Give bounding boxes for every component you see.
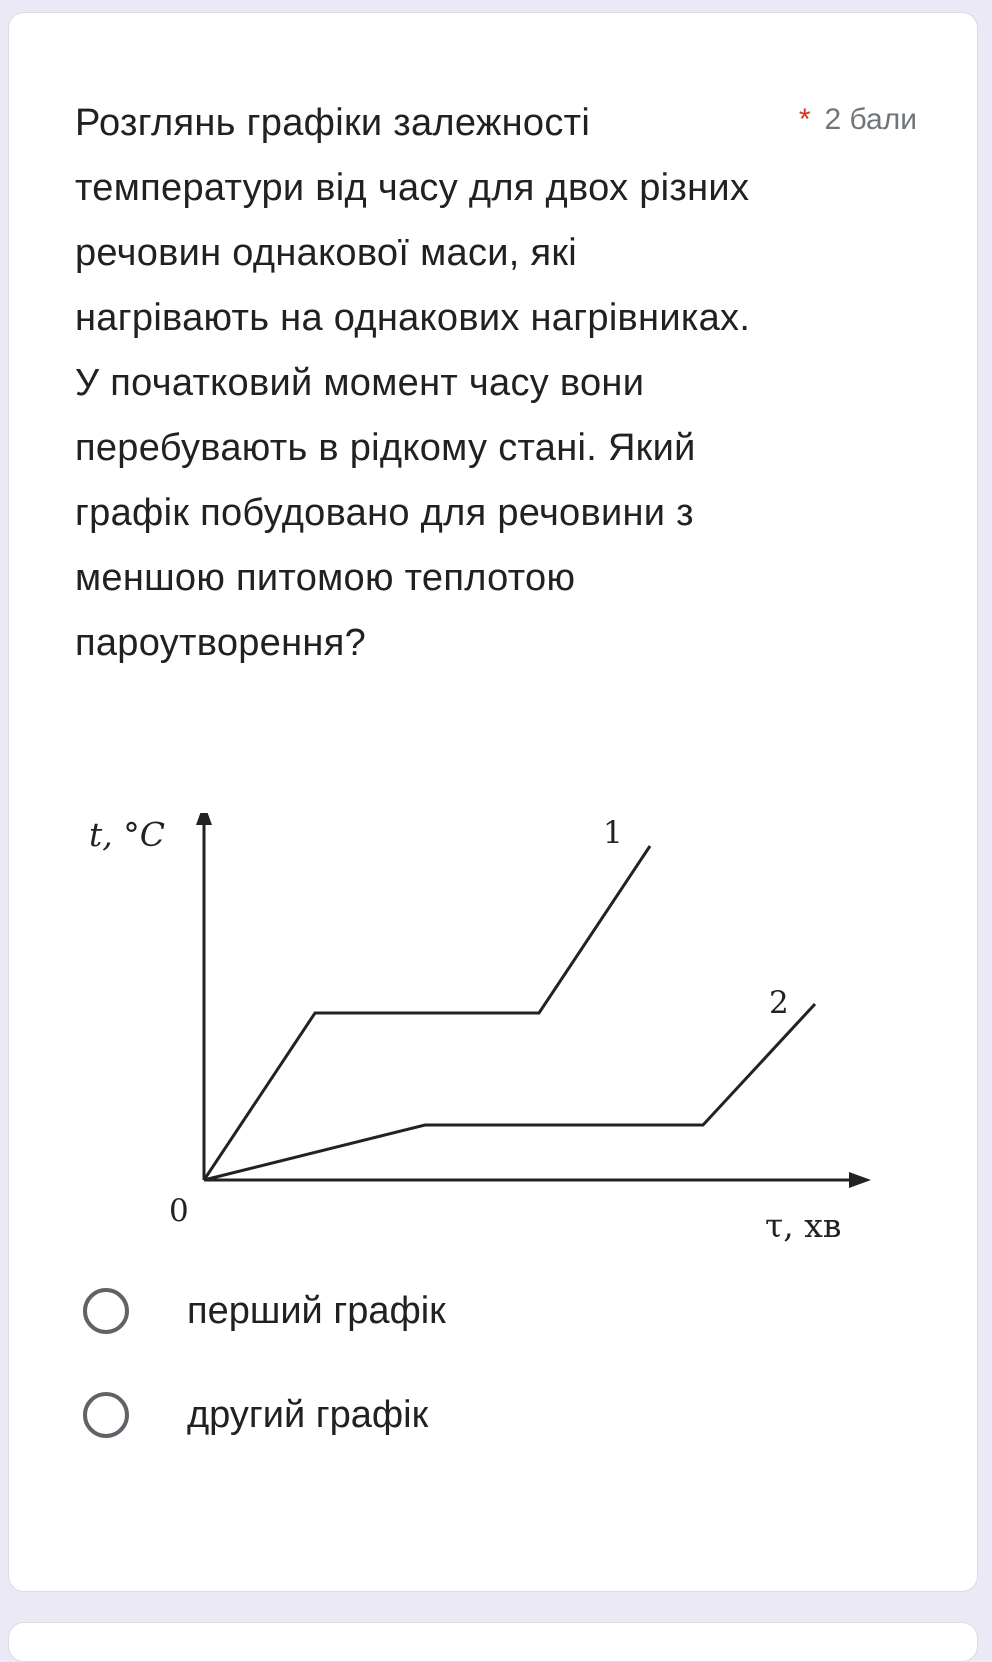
question-text: Розглянь графіки залежності температури від часу для двох різних речовин однакової маси, які нагрівають на однакових нагрівниках. У початковий момент часу вони перебувають в рідкому стані. Який графік побудовано для речовини з меншою питомою теплотою пароутворення? — [75, 102, 751, 664]
y-axis-arrow — [196, 813, 212, 825]
graph-svg — [75, 813, 925, 1313]
points-value: 2 бали — [824, 103, 917, 136]
radio-button[interactable] — [83, 1288, 129, 1334]
line-1-label: 1 — [603, 815, 623, 851]
option-second-graph[interactable] — [83, 1387, 428, 1443]
radio-button[interactable] — [83, 1392, 129, 1438]
temperature-time-graph — [75, 813, 925, 1313]
x-axis-arrow — [849, 1172, 871, 1188]
question-card — [8, 12, 978, 1592]
graph-line-1 — [204, 846, 650, 1180]
next-question-card — [8, 1622, 978, 1662]
option-first-graph[interactable] — [83, 1283, 446, 1339]
points-label — [799, 103, 917, 137]
line-2-label: 2 — [769, 985, 789, 1021]
graph-line-2 — [204, 1004, 815, 1180]
option-label: перший графік — [187, 1289, 446, 1332]
origin-label: 0 — [169, 1193, 189, 1229]
y-axis-label: t, °C — [89, 815, 165, 854]
option-label: другий графік — [187, 1393, 429, 1436]
required-asterisk: * — [798, 103, 811, 136]
x-axis-label: τ, хв — [765, 1206, 842, 1245]
